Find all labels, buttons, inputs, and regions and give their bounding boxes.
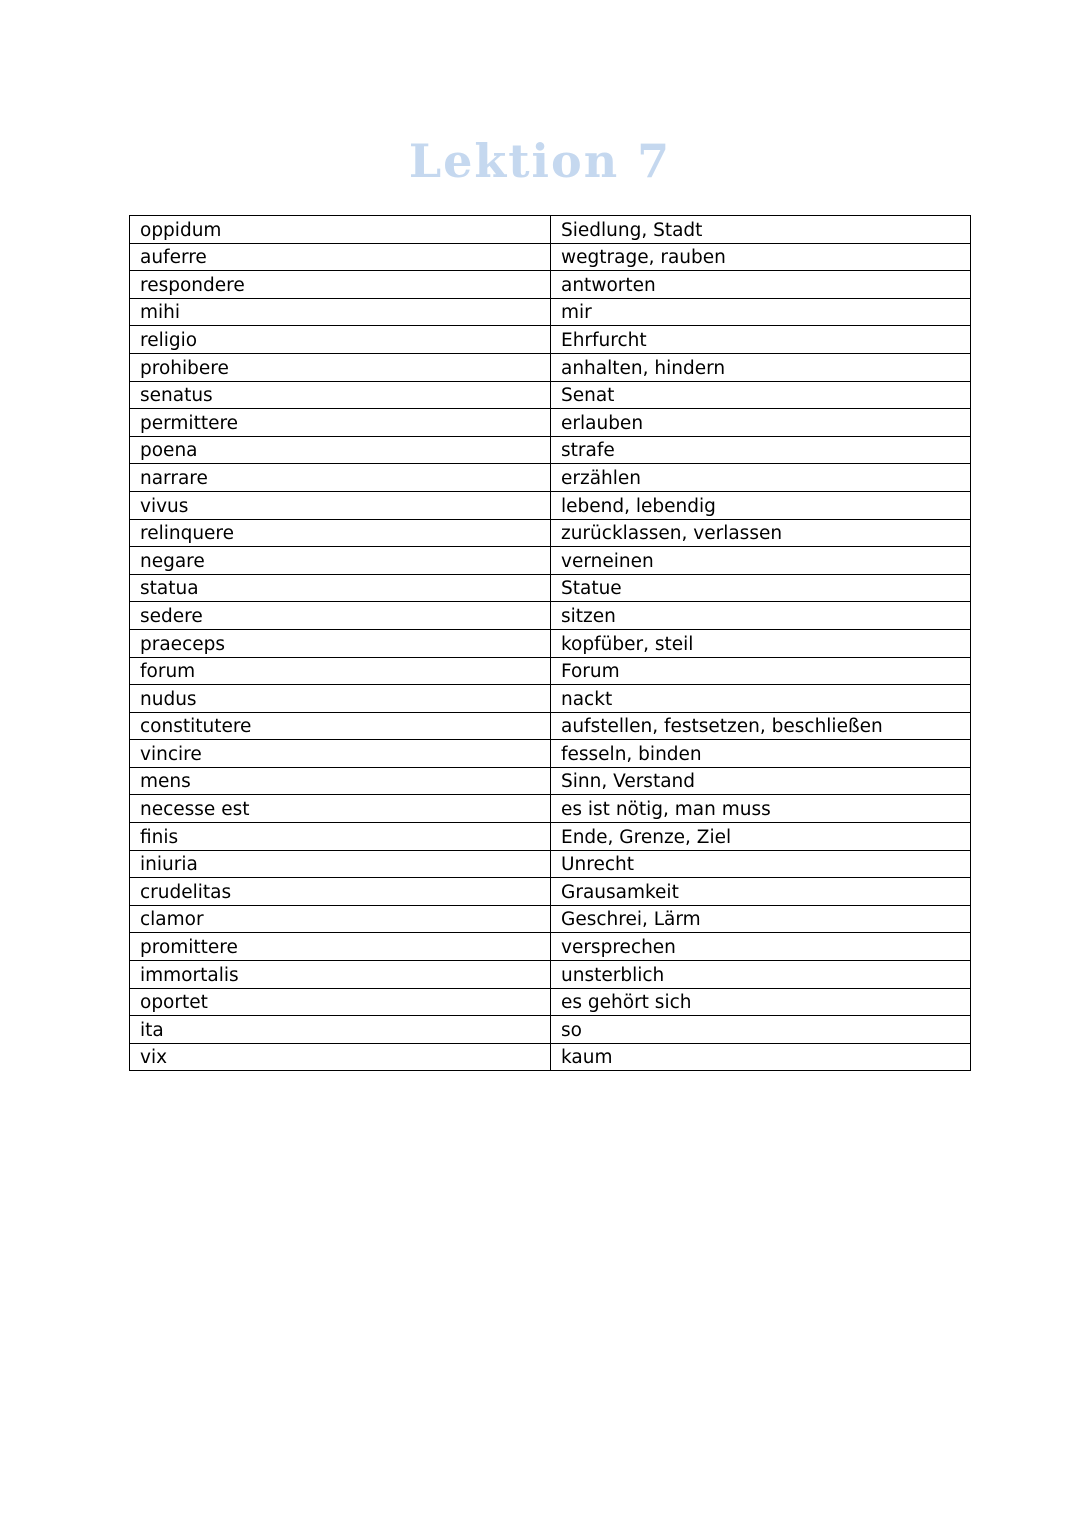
table-row	[130, 1016, 971, 1044]
latin-word-cell: auferre	[130, 243, 551, 271]
german-translation-cell: strafe	[551, 436, 971, 464]
latin-word-cell: narrare	[130, 464, 551, 492]
table-row	[130, 878, 971, 906]
latin-word-cell: finis	[130, 823, 551, 851]
table-row	[130, 547, 971, 575]
latin-word-cell: mens	[130, 767, 551, 795]
table-row	[130, 602, 971, 630]
german-translation-cell: Statue	[551, 574, 971, 602]
page-title: Lektion 7	[408, 134, 672, 188]
table-row	[130, 988, 971, 1016]
german-translation-cell: es gehört sich	[551, 988, 971, 1016]
latin-word-cell: forum	[130, 657, 551, 685]
table-row	[130, 685, 971, 713]
table-row	[130, 409, 971, 437]
german-translation-cell: Forum	[551, 657, 971, 685]
table-row	[130, 464, 971, 492]
table-row	[130, 243, 971, 271]
german-translation-cell: Ende, Grenze, Ziel	[551, 823, 971, 851]
latin-word-cell: iniuria	[130, 850, 551, 878]
german-translation-cell: Senat	[551, 381, 971, 409]
latin-word-cell: religio	[130, 326, 551, 354]
latin-word-cell: vincire	[130, 740, 551, 768]
latin-word-cell: ita	[130, 1016, 551, 1044]
german-translation-cell: Ehrfurcht	[551, 326, 971, 354]
latin-word-cell: necesse est	[130, 795, 551, 823]
table-row	[130, 326, 971, 354]
latin-word-cell: praeceps	[130, 629, 551, 657]
latin-word-cell: sedere	[130, 602, 551, 630]
german-translation-cell: erlauben	[551, 409, 971, 437]
latin-word-cell: oportet	[130, 988, 551, 1016]
latin-word-cell: crudelitas	[130, 878, 551, 906]
german-translation-cell: sitzen	[551, 602, 971, 630]
german-translation-cell: lebend, lebendig	[551, 491, 971, 519]
table-row	[130, 740, 971, 768]
table-row	[130, 298, 971, 326]
table-row	[130, 712, 971, 740]
german-translation-cell: kopfüber, steil	[551, 629, 971, 657]
table-row	[130, 519, 971, 547]
table-row	[130, 657, 971, 685]
table-row	[130, 823, 971, 851]
latin-word-cell: vivus	[130, 491, 551, 519]
table-row	[130, 381, 971, 409]
german-translation-cell: aufstellen, festsetzen, beschließen	[551, 712, 971, 740]
german-translation-cell: kaum	[551, 1043, 971, 1071]
latin-word-cell: relinquere	[130, 519, 551, 547]
german-translation-cell: Geschrei, Lärm	[551, 905, 971, 933]
table-row	[130, 1043, 971, 1071]
latin-word-cell: statua	[130, 574, 551, 602]
german-translation-cell: anhalten, hindern	[551, 353, 971, 381]
german-translation-cell: antworten	[551, 271, 971, 299]
table-row	[130, 795, 971, 823]
german-translation-cell: unsterblich	[551, 961, 971, 989]
latin-word-cell: promittere	[130, 933, 551, 961]
latin-word-cell: immortalis	[130, 961, 551, 989]
vocabulary-table-body	[130, 216, 971, 1071]
table-row	[130, 491, 971, 519]
latin-word-cell: constitutere	[130, 712, 551, 740]
german-translation-cell: nackt	[551, 685, 971, 713]
german-translation-cell: Grausamkeit	[551, 878, 971, 906]
table-row	[130, 574, 971, 602]
table-row	[130, 767, 971, 795]
german-translation-cell: fesseln, binden	[551, 740, 971, 768]
german-translation-cell: versprechen	[551, 933, 971, 961]
table-row	[130, 271, 971, 299]
german-translation-cell: Siedlung, Stadt	[551, 216, 971, 244]
german-translation-cell: mir	[551, 298, 971, 326]
latin-word-cell: vix	[130, 1043, 551, 1071]
latin-word-cell: mihi	[130, 298, 551, 326]
german-translation-cell: Unrecht	[551, 850, 971, 878]
table-row	[130, 850, 971, 878]
german-translation-cell: Sinn, Verstand	[551, 767, 971, 795]
german-translation-cell: es ist nötig, man muss	[551, 795, 971, 823]
german-translation-cell: zurücklassen, verlassen	[551, 519, 971, 547]
latin-word-cell: nudus	[130, 685, 551, 713]
table-row	[130, 353, 971, 381]
table-row	[130, 629, 971, 657]
table-row	[130, 216, 971, 244]
latin-word-cell: clamor	[130, 905, 551, 933]
table-row	[130, 961, 971, 989]
german-translation-cell: so	[551, 1016, 971, 1044]
latin-word-cell: poena	[130, 436, 551, 464]
table-row	[130, 436, 971, 464]
latin-word-cell: negare	[130, 547, 551, 575]
latin-word-cell: prohibere	[130, 353, 551, 381]
german-translation-cell: wegtrage, rauben	[551, 243, 971, 271]
table-row	[130, 933, 971, 961]
latin-word-cell: respondere	[130, 271, 551, 299]
vocabulary-table	[129, 215, 971, 1071]
latin-word-cell: oppidum	[130, 216, 551, 244]
latin-word-cell: permittere	[130, 409, 551, 437]
latin-word-cell: senatus	[130, 381, 551, 409]
table-row	[130, 905, 971, 933]
german-translation-cell: verneinen	[551, 547, 971, 575]
german-translation-cell: erzählen	[551, 464, 971, 492]
